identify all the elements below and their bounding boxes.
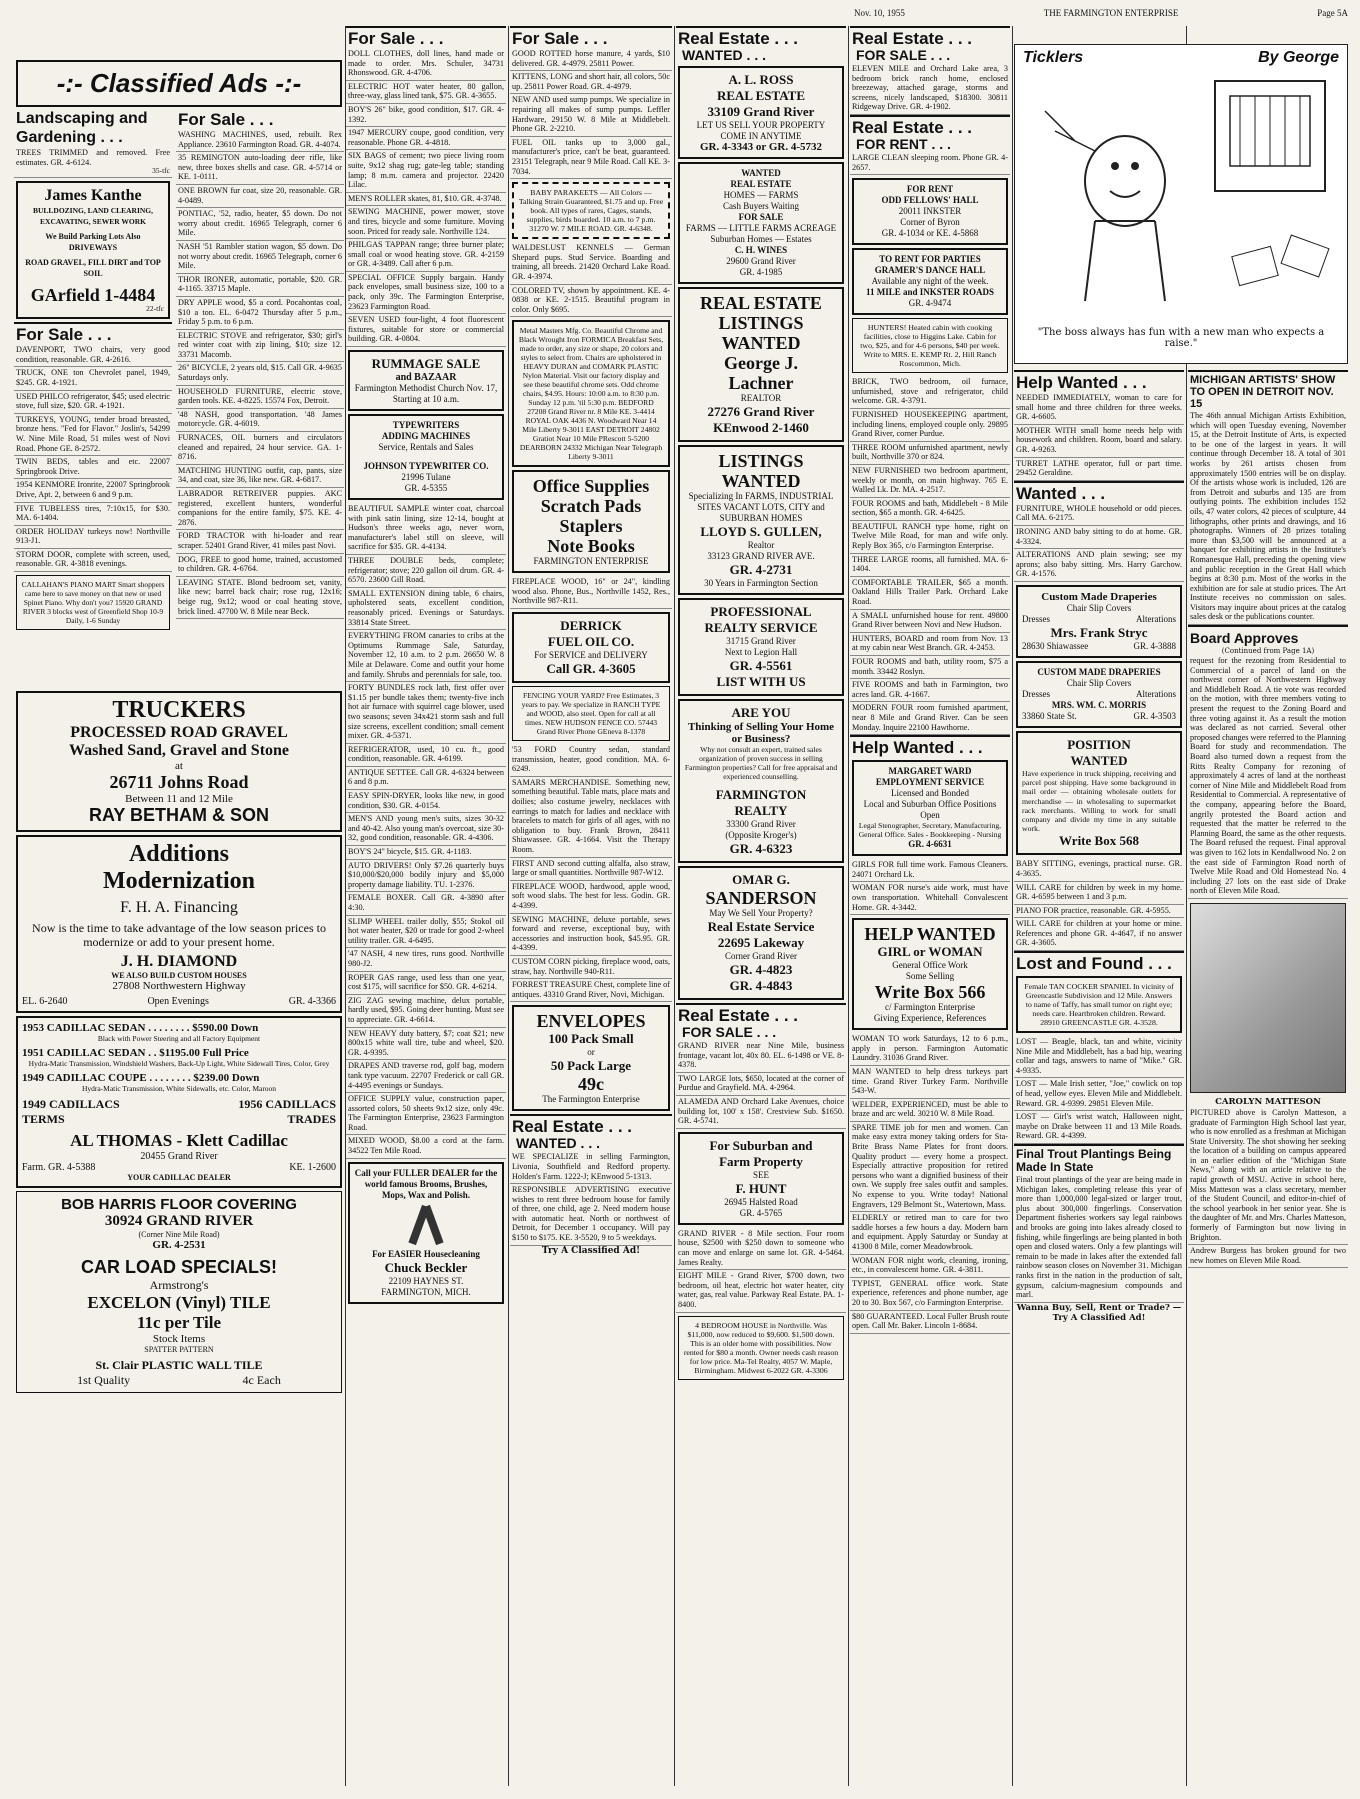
odd-fellows-ad: FOR RENT ODD FELLOWS' HALL 20011 INKSTER Corner of Byron GR. 4-1034 or KE. 4-5868 [852,178,1008,245]
classified-ad: WALDESLUST KENNELS — German Shepard pups. Stud Service. Boarding and training, all breeds. 21420 Orchard Lake Road. GR. 4-3974. [510,242,672,284]
classified-ad: IRONING AND baby sitting to do at home. GR. 4-3324. [1014,526,1184,549]
artists-article: The 46th annual Michigan Artists Exhibition, which will open Tuesday evening, November 15, at the Detroit Institute of Arts, is expected to be one of the largest in years. It will continue through December 18. A total of 301 works by 261 artists chosen from approximately 1500 entries will be on display. Of the artists whose work is included, 126 are from Detroit and suburbs and 135 are from outlying points. The exhibition includes 152 oils, 47 water colors, 42 pieces of sculpture, 44 lithographs, other prints and drawings, and 16 photographs. Winners of 28 prizes totaling more than $3,500 will be announced at a banquet for exhibiting artists in the Institute's Romanesque Hall, preceding the opening view and public reception in the Great Hall which begins at 8:30 p.m. Most of the works in the exhibition are for sale at studio prices. The Art Institute receives no commission on sales. Visitors may inquire about prices at the catalog sales desk or the publications counter. [1188,410,1348,625]
hunt-ad: For Suburban and Farm Property SEE F. HUNT 26945 Halsted Road GR. 4-5765 [678,1132,844,1225]
real-estate-header: Real Estate . . . [850,26,1010,48]
classified-ad: GRAND RIVER near Nine Mile, business frontage, vacant lot, 40x 80. EL. 6-1498 or VE. 8-4378. [676,1040,846,1073]
classified-ad: FURNITURE, WHOLE household or odd pieces. Call MA. 6-2175. [1014,503,1184,526]
kanthe-ad: James Kanthe BULLDOZING, LAND CLEARING, EXCAVATING, SEWER WORK We Build Parking Lots Also DRIVEWAYS ROAD GRAVEL, FILL DIRT and TOP SOIL GArfield 1-4484 22-tfc [16,181,170,319]
for-sale-header: For Sale . . . [14,322,172,344]
ross-ad: A. L. ROSS REAL ESTATE 33109 Grand River LET US SELL YOUR PROPERTY COME IN ANYTIME GR. 4-3343 or GR. 4-5732 [678,66,844,159]
classified-ad: LOST — Girl's wrist watch, Halloween night, maybe on Drake between 11 and 13 Mile Roads. Reward. GR. 4-4399. [1014,1111,1184,1144]
bedroom-house-ad: 4 BEDROOM HOUSE in Northville. Was $11,000, now reduced to $9,600. $1,500 down. This is an older home with possibilities. Now rented for $80 a month. Owner needs cash reason for low price. Ma-Tel Realty, 4057 W. Maple, Birmingham. Midwest 6-2022 GR. 4-3306 [678,1316,844,1380]
classified-ad: SPECIAL OFFICE Supply bargain. Handy pack envelopes, small business size, 100 to a pack, only 39c. The Farmington Enterprise, 23623 Farmington Road. [346,272,506,314]
margaret-ward-ad: MARGARET WARD EMPLOYMENT SERVICE Licensed and Bonded Local and Suburban Office Positions Open Legal Stenographer, Secretary, Manufacturing, General Office. Sales - Bookkeeping - Nursing GR. 4-6631 [852,760,1008,856]
classified-ad: LOST — Male Irish setter, "Joe," cowlick on top of head, yellow eyes. Eleven Mile and Middlebelt. Reward. GR. 4-9399. 29851 Eleven Mile. [1014,1078,1184,1111]
real-estate-subheader: WANTED . . . [682,47,766,63]
parakeets-ad: BABY PARAKEETS — All Colors — Talking Strain Guaranteed, $1.75 and up. Free book. All types of rares, Cages, stands, supplies, birds boarded. 10 a.m. to 7 p.m. 31270 W. 7 MILE ROAD. GR. 4-6348. [512,182,670,239]
board-headline: Board Approves [1188,625,1348,647]
classified-ad: LABRADOR RETREIVER puppies. AKC registered, excellent hunters, wonderful companions for the entire family, $75. KE. 4-2876. [176,488,344,530]
for-sale-header: For Sale . . . [346,26,506,48]
classified-ad: SMALL EXTENSION dining table, 6 chairs, upholstered seats, excellent condition, reasonably priced. Evenings or Saturdays. 33814 State Street. [346,588,506,630]
classified-ad: STORM DOOR, complete with screen, used, reasonable. GR. 4-3818 evenings. [14,549,172,572]
masthead-date: Nov. 10, 1955 [854,8,905,18]
cartoon-byline: By George [1258,49,1339,66]
classified-ad: BRICK, TWO bedroom, oil furnace, unfurnished, stove and refrigerator, child welcome. GR. 4-3791. [850,376,1010,409]
real-estate-subheader: FOR RENT . . . [856,135,951,152]
bob-harris-ad: BOB HARRIS FLOOR COVERING 30924 GRAND RIVER (Corner Nine Mile Road) GR. 4-2531 CAR LOAD SPECIALS! Armstrong's EXCELON (Vinyl) TILE 11c per Tile Stock Items SPATTER PATTERN St. Clair PLASTIC WALL TILE 1st Quality 4c Each [16,1191,342,1393]
column-rule [674,26,675,1786]
classified-ad: HOUSEHOLD FURNITURE, electric stove, garden tools. KE. 4-8225. 15574 Fox, Detroit. [176,386,344,409]
classified-ad: COMFORTABLE TRAILER, $65 a month. Oakland Hills Trailer Park. Orchard Lake Road. [850,577,1010,610]
real-estate-header: Real Estate . . . [850,115,1010,137]
classified-ad: NASH '51 Rambler station wagon, $5 down. Do not worry about credit. 16965 Telegraph, corner 6 Mile. [176,241,344,274]
column-rule [508,26,509,1786]
classified-ad: FIRST AND second cutting alfalfa, also straw, large or small quantities. Northville 987-W12. [510,858,672,881]
classified-ad: TURRET LATHE operator, full or part time. 29452 Geraldine. [1014,458,1184,481]
help-wanted-header: Help Wanted . . . [850,735,1010,757]
spaniel-ad: Female TAN COCKER SPANIEL In vicinity of Greencastle Subdivision and 12 Mile. Answers to name of Taffy, has small tumor on right eye; needs care. Heartbroken children. Reward. 28910 GREENCASTLE GR. 4-3528. [1016,976,1182,1033]
classified-ad: GIRLS FOR full time work. Famous Cleaners. 24071 Orchard Lk. [850,859,1010,882]
real-estate-subheader: WANTED . . . [516,1135,600,1152]
classified-ad: DOLL CLOTHES, doll lines, hand made or made to order. Mrs. Schuler, 34731 Rhonswood. GR. 4-4706. [346,48,506,81]
classified-ad: 35 REMINGTON auto-loading deer rifle, like new, three boxes shells and case. GR. 4-5714 or KE. 1-0111. [176,152,344,185]
classified-ad: TYPIST, GENERAL office work. State experience, references and phone number, age 20 to 30. Box 567, c/o Farmington Enterprise. [850,1278,1010,1311]
carolyn-matteson-photo [1190,903,1346,1093]
derrick-fuel-ad: DERRICK FUEL OIL CO. For SERVICE and DELIVERY Call GR. 4-3605 [512,612,670,683]
classified-ad: FUEL OIL tanks up to 3,000 gal., manufacturer's price, can't be beat, guaranteed. 23151 Telegraph, near 9 Mile Road. Call KE. 3-7034. [510,137,672,179]
column-5 [850,26,1010,1796]
board-article: request for the rezoning from Residential to Commercial of a parcel of land on the northwest corner of Northwestern Highway and Middlebelt Road. A tie vote was recorded on the motion, with three members voting to present the request to the Zoning Board and three voting against it. As a result the motion was declared as not carried. Several other proposed changes were referred to the Planning Board for study and recommendation. The Board also turned down a request from the Ritts Realty Company for rezoning of approximately 4 acres of land at the northeast corner of Nine Mile and Middlebelt Road from Residential to Commercial. A representative of the company, appearing before the Board, angrily protested the Board action and requested that the matter be referred to the Planning Board, the same as the other requests. The Board refused the request. Final approval was given to 162 lots in Kendallwood No. 2 on the east side of Farmington Road north of Twelve Mile Road and Old Homestead No. 4 including 27 lots on the east side of Drake north of Eleven Mile Road. [1188,655,1348,899]
classified-ad: SIX BAGS of cement; two piece living room suite, 9x12 shag rug; gate-leg table; standing lamp; 8 m.m. camera and projector. 22420 Lilac. [346,150,506,192]
wanna-buy: Wanna Buy, Sell, Rent or Trade? — Try A Classified Ad! [1016,1302,1182,1323]
classified-ad: LEAVING STATE. Blond bedroom set, vanity, like new; barrel back chair; rose rug, 12x16; beige rug, 9x12; wood or coal heating stove, brick lined. 47700 W. 8 Mile near Beck. [176,577,344,619]
classified-ad: THOR IRONER, automatic, portable, $20. GR. 4-1165. 33715 Maple. [176,274,344,297]
sanderson-ad: OMAR G. SANDERSON May We Sell Your Property? Real Estate Service 22695 Lakeway Corner Grand River GR. 4-4823 GR. 4-4843 [678,866,844,1000]
classified-ad: ONE BROWN fur coat, size 20, reasonable. GR. 4-0489. [176,185,344,208]
landscaping-header: Landscaping and Gardening . . . [16,110,148,146]
classified-ad: PONTIAC, '52, radio, heater, $5 down. Do not worry about credit. 16965 Telegraph, corner 6 Mile. [176,208,344,241]
classified-ad: '48 NASH, good transportation. '48 James motorcycle. GR. 4-6019. [176,409,344,432]
for-sale-header: For Sale . . . [178,110,274,129]
classified-ad: PIANO FOR practice, reasonable. GR. 4-5955. [1014,905,1184,919]
classified-ad: ANTIQUE SETTEE. Call GR. 4-6324 between 6 and 8 p.m. [346,767,506,790]
classified-ad: ELECTRIC HOT water heater, 80 gallon, three-way, glass lined tank, $75. GR. 4-3655. [346,81,506,104]
real-estate-subheader: FOR SALE . . . [856,47,951,63]
classified-ad: EIGHT MILE - Grand River, $700 down, two bedroom, oil heat, electric hot water heater, city water, gas, real value. Parkway Real Estate. PA. 1-8400. [676,1270,846,1312]
metal-masters-ad: Metal Masters Mfg. Co. Beautiful Chrome and Black Wrought Iron FORMICA Breakfast Sets, made to order, any size or shape, 20 colors and styles to select from. Chairs are upholstered in HEAVY DURAN and COMARK PLASTIC Nylon Material. Visit our factory display and see these beautiful chrome sets. Odd chrome chairs, $4.95. Hours: 10:00 a.m. to 8:30 p.m. Sunday 12 p.m. 'til 5:30 p.m. BEDFORD 27208 Grand River nr. 8 Mile KE. 3-4414 ROYAL OAK 4436 N. Woodward Near 14 Mile Liberty 9-3011 EAST DETROIT 24802 Gratiot Near 10 Mile PRescott 5-5200 DEARBORN 24332 Michigan Near Telegraph Liberty 9-3011 [512,320,670,467]
classified-ad: 1954 KENMORE Ironrite, 22007 Springbrook Drive, Apt. 2, between 6 and 9 p.m. [14,479,172,502]
masthead-page: Page 5A [1317,8,1348,18]
classified-ad: ELECTRIC STOVE and refrigerator, $30; girl's red winter coat with zip lining, $10; size 12. 33731 Macomb. [176,330,344,363]
classified-ad: FORD TRACTOR with hi-loader and rear scraper. 52401 Grand River, 41 miles past Novi. [176,530,344,553]
classified-ad: RESPONSIBLE ADVERTISING executive wishes to rent three bedroom house for family of three, one child, age 2. Need modern house with automatic heat. North or northwest of Detroit, for December 1 occupancy. Will pay $150 to $175. KE. 3-5520, 9 to 5 weekdays. [510,1184,672,1246]
cartoon-drawing [1015,71,1348,321]
masthead [854,8,1348,24]
col1-left-sub [14,109,172,689]
trout-headline: Final Trout Plantings Being Made In State [1014,1144,1184,1174]
classified-ad: WILL CARE for children by week in my home. GR. 4-6595 between 1 and 3 p.m. [1014,882,1184,905]
classified-ad: BOY'S 26" bike, good condition, $17. GR. 4-1392. [346,104,506,127]
ticklers-cartoon [1014,44,1348,364]
classified-ad: SLIMP WHEEL trailer dolly, $55; Stokol oil hot water heater, $20 or trade for good 2-wheel utility trailer. GR. 4-6495. [346,916,506,949]
classified-ad: A SMALL unfurnished house for rent. 49800 Grand River between Novi and New Hudson. [850,610,1010,633]
classified-ad: $80 GUARANTEED. Local Fuller Brush route open. Call Mr. Baker. Lincoln 1-8684. [850,1311,1010,1334]
classified-ad: MATCHING HUNTING outfit, cap, pants, size 34, and coat, size 36, like new. GR. 4-6817. [176,465,344,488]
classified-ad: LARGE CLEAN sleeping room. Phone GR. 4-2657. [850,152,1010,175]
classified-ad: USED PHILCO refrigerator, $45; used electric stove, full size, $20. GR. 4-1921. [14,391,172,414]
stryc-drapery-ad: Custom Made Draperies Chair Slip Covers Dresses Alterations Mrs. Frank Stryc 28630 Shiawassee GR. 4-3888 [1016,585,1182,658]
classified-ad: CUSTOM CORN picking, fireplace wood, oats, straw, hay. Northville 940-R11. [510,956,672,979]
classified-ad: WOMAN TO work Saturdays, 12 to 6 p.m., apply in person. Farmington Automatic Laundry. 31036 Grand River. [850,1033,1010,1066]
classified-title: -:- Classified Ads -:- [16,60,342,107]
help-wanted-box-ad: HELP WANTED GIRL or WOMAN General Office Work Some Selling Write Box 566 c/ Farmington Enterprise Giving Experience, References [852,918,1008,1030]
cartoon-caption: "The boss always has fun with a new man who expects a raise." [1037,327,1325,349]
real-estate-subheader: FOR SALE . . . [682,1024,777,1040]
classified-ad: ELEVEN MILE and Orchard Lake area, 3 bedroom brick ranch home, enclosed breezeway, attached garage, storms and screens, nicely landscaped, $18300. 30811 Ridgeway Drive. GR. 4-1902. [850,63,1010,115]
johnson-typewriter-ad: TYPEWRITERS ADDING MACHINES Service, Rentals and Sales JOHNSON TYPEWRITER CO. 21996 Tulane GR. 4-5355 [348,414,504,500]
cartoon-title: Ticklers [1023,49,1084,66]
classified-ad: TWO LARGE lots, $650, located at the corner of Purdue and Grayfield. MA. 4-2964. [676,1073,846,1096]
classified-ad: FOUR ROOMS and bath, Middlebelt - 8 Mile section, $65 a month. GR. 4-6425. [850,498,1010,521]
classified-ad: MIXED WOOD, $8.00 a cord at the farm. 34522 Ten Mile Road. [346,1135,506,1158]
classified-ad: NEW FURNISHED two bedroom apartment, weekly or month, on main highway. 765 E. Walled Lk. Dr. MA. 4-2517. [850,465,1010,498]
newspaper-page [14,8,1348,1793]
broom-icon [354,1205,498,1245]
fuller-brush-ad: Call your FULLER DEALER for the world famous Brooms, Brushes, Mops, Wax and Polish. For EASIER Housecleaning Chuck Beckler 22109 HAYNES ST. FARMINGTON, MICH. [348,1162,504,1304]
classified-ad: SEWING MACHINE, deluxe portable, sews forward and reverse, exceptional buy, with accessories and instruction book, $45.95. GR. 4-4399. [510,914,672,956]
are-you-ad: ARE YOU Thinking of Selling Your Home or Business? Why not consult an expert, trained sales organization of proven success in selling Farmington properties? Call for free appraisal and experienced counselling. FARMINGTON REALTY 33300 Grand River (Opposite Kroger's) GR. 4-6323 [678,699,844,863]
classified-ad: FORREST TREASURE Chest, complete line of antiques. 43310 Grand River, Novi, Michigan. [510,979,672,1002]
classified-ad: FORTY BUNDLES rock lath, first offer over $1.15 per bundle takes them; twenty-five inch hot air furnace with squirrel cage blower, used two seasons; seven 34x421 storm sash and full size screens, excellent condition; small cement mixer. GR. 4-5371. [346,682,506,744]
classified-ad: MAN WANTED to help dress turkeys part time. Grand River Turkey Farm. Northville 543-W. [850,1066,1010,1099]
wines-ad: WANTED REAL ESTATE HOMES — FARMS Cash Buyers Waiting FOR SALE FARMS — LITTLE FARMS ACREAGE Suburban Homes — Estates C. H. WINES 29600 Grand River GR. 4-1985 [678,162,844,284]
classified-ad: DRAPES AND traverse rod, golf bag, modern tank type vacuum. 22707 Frederick or call GR. 4-4495 evenings or Sundays. [346,1060,506,1093]
classified-ad: DAVENPORT, TWO chairs, very good condition, reasonable. GR. 4-2616. [14,344,172,367]
lachner-ad: REAL ESTATE LISTINGS WANTED George J. Lachner REALTOR 27276 Grand River KEnwood 2-1460 [678,287,844,442]
col1-right-sub [176,109,344,689]
classified-ad: TREES TRIMMED and removed. Free estimates. GR. 4-6124. 35-tfc [14,147,172,178]
classified-ad: EVERYTHING FROM canaries to cribs at the Optimums Rummage Sale, Saturday, November 12, 10 a.m. to 2 p.m. 26650 W. 8 Mile at Delaware. Come and outfit your home and family. Shrubs and perennials for sale, too. [346,630,506,682]
classified-ad: HUNTERS, BOARD and room from Nov. 13 at my cabin near West Branch. GR. 4-2453. [850,633,1010,656]
column-2 [346,26,506,1796]
classified-ad: TWIN BEDS, tables and etc. 22007 Springbrook Drive. [14,456,172,479]
gullen-ad: LISTINGS WANTED Specializing In FARMS, INDUSTRIAL SITES VACANT LOTS, CITY and SUBURBAN HOMES LLOYD S. GULLEN, Realtor 33123 GRAND RIVER AVE. GR. 4-2731 30 Years in Farmington Section [678,445,844,595]
additions-ad: Additions Modernization F. H. A. Financing Now is the time to take advantage of the low season prices to modernize or add to your present home. J. H. DIAMOND WE ALSO BUILD CUSTOM HOUSES 27808 Northwestern Highway EL. 6-2640 Open Evenings GR. 4-3366 [16,835,342,1013]
classified-ad: NEW HEAVY duty battery, $7; coat $21; new 800x15 white wall tire, tube and wheel, $20. GR. 4-9395. [346,1028,506,1061]
photo-caption-name: CAROLYN MATTESON [1215,1096,1321,1107]
hunters-cabin-ad: HUNTERS! Heated cabin with cooking facilities, close to Higgins Lake. Cabin for two, $25, and for 4-6 persons, $40 per week. Write to MRS. E. KEMP Rt. 2, Hill Ranch Roscommon, Mich. [852,318,1008,373]
classified-ad: BEAUTIFUL SAMPLE winter coat, charcoal with pink satin lining, size 12-14, bought at Hudson's three weeks ago, never worn, manufacturer's label still on sleeve, will sacrifice for $35. GR. 4-4134. [346,503,506,555]
column-rule [1012,26,1013,1786]
classified-ad: WELDER, EXPERIENCED, must be able to braze and arc weld. 30210 W. 8 Mile Road. [850,1099,1010,1122]
classified-ad: SEWING MACHINE, power mower, stove and tires, bicycle and some furniture. Moving soon. Priced for ready sale. Northville 124. [346,206,506,239]
classified-ad: TURKEYS, YOUNG, tender broad breasted, bronze hens. "Fed for Flavor." Joslin's, 54299 W. Nine Mile Road, 51 miles west of Novi Road. Phone GE. 8-2572. [14,414,172,456]
real-estate-header: Real Estate . . . [676,1003,846,1025]
wanted-header: Wanted . . . [1014,481,1184,503]
classified-ad: MEN'S AND young men's suits, sizes 30-32 and 40-42. Also young man's overcoat, size 30-32, good condition, reasonable. GR. 4-4306. [346,813,506,846]
trout-article: Final trout plantings of the year are being made in Michigan lakes, completing release this year of more than 1,000,000 legal-sized or larger trout, plus about 300,000 fingerlings. Conservation Department fisheries workers say legal rainbows and brooks are going into lakes already closed to fishing, while fingerlings are being planted in both open and closed waters. Only a few plantings will remain to be made in lakes after the extended fall rainbow season closes on November 31. Michigan ranks first in the nation in the production of salt, gypsum, calcium-magnesium compounds and marl. [1014,1174,1184,1303]
classified-ad: OFFICE SUPPLY value, construction paper, assorted colors, 50 sheets 9x12 size, only 49c. The Farmington Enterprise, 23623 Farmington Road. [346,1093,506,1135]
classified-ad: DOG, FREE to good home, trained, accustomed to children. GR. 4-6764. [176,554,344,577]
truckers-ad: TRUCKERS PROCESSED ROAD GRAVEL Washed Sand, Gravel and Stone at 26711 Johns Road Between 11 and 12 Mile RAY BETHAM & SON [16,691,342,832]
classified-ad: MODERN FOUR room furnished apartment, near 8 Mile and Grand River. Can be seen Monday. Inquire 22100 Hawthorne. [850,702,1010,735]
classified-ad: THREE ROOM unfurnished apartment, newly built, Northville 370 or 824. [850,442,1010,465]
classified-ad: FIREPLACE WOOD, hardwood, apple wood, soft wood slabs. The best for less. Godin. GR. 4-4399. [510,881,672,914]
classified-ad: FIREPLACE WOOD, 16" or 24", kindling wood also. Phone, Bus., Northville 1452, Res., Northville 987-R11. [510,576,672,609]
column-1 [14,26,344,1796]
classified-ad: GRAND RIVER - 8 Mile section. Four room house, $2500 with $250 down to someone who can move and enlarge on same lot. GR. 4-5464. James Realty. [676,1228,846,1270]
position-wanted-ad: POSITION WANTED Have experience in truck shipping, receiving and parcel post shipping. Have some background in mail order — obtaining wholesale outlets for merchandise — in wholesaling to supermarket rack merchants. Willing to work for small company and divide my time in any suitable work. Write Box 568 [1016,731,1182,855]
professional-realty-ad: PROFESSIONAL REALTY SERVICE 31715 Grand River Next to Legion Hall GR. 4-5561 LIST WITH US [678,598,844,696]
classified-ad: BEAUTIFUL RANCH type home, right on Twelve Mile Road, for man and wife only. Reply Box 365, c/o Farmington Enterprise. [850,521,1010,554]
classified-ad: ELDERLY or retired man to care for two saddle horses a few hours a day. Modern barn and equipment. Apply Saturday or Sunday at 41300 8 Mile, corner Meadowbrook. [850,1212,1010,1254]
classified-ad: FURNACES, OIL burners and circulators cleaned and repaired, 24 hour service. GA. 1-8716. [176,432,344,465]
classified-ad: FURNISHED HOUSEKEEPING apartment, including linens, employed couple only. 29895 Grand River, corner Purdue. [850,409,1010,442]
classified-ad: PHILGAS TAPPAN range; three burner plate; small coal or wood heating stove. GR. 4-2159 or GR. 4-3489. Call after 6 p.m. [346,239,506,272]
classified-ad: FOUR ROOMS and bath, utility room, $75 a month. 33442 Roslyn. [850,656,1010,679]
burgess-item: Andrew Burgess has broken ground for two new homes on Eleven Mile Road. [1188,1245,1348,1268]
callahan-ad: CALLAHAN'S PIANO MART Smart shoppers came here to save money on that new or used Spinet Piano. Why don't you? 15920 GRAND RIVER 3 blocks west of Greenfield Shop 10-9 Daily, 1-6 Sunday [16,575,170,630]
classified-ad: '47 NASH, 4 new tires, runs good. Northville 980-J2. [346,948,506,971]
classified-ad: SEVEN USED four-light, 4 foot fluorescent fixtures, suitable for store or commercial building. GR. 4-0804. [346,314,506,347]
classified-ad: WILL CARE for children at your home or mine. References and phone GR. 4-4647, if no answer GR. 4-3605. [1014,918,1184,951]
classified-ad: NEW AND used sump pumps. We specialize in repairing all makes of sump pumps. Leffler Hardware, 29150 W. 8 Mile at Middlebelt. Phone GR. 2-2210. [510,94,672,136]
classified-ad: EASY SPIN-DRYER, looks like new, in good condition, $30. GR. 4-0154. [346,790,506,813]
classified-ad: ALAMEDA AND Orchard Lake Avenues, choice building lot, 100' x 158'. Crestview Sub. $1650. GR. 4-5741. [676,1096,846,1129]
fence-ad: FENCING YOUR YARD? Free Estimates, 3 years to pay. We specialize in RANCH TYPE and WOOD, also steel. Open for call at all times. NEW HUDSON FENCE CO. 57443 Grand River Phone GEneva 8-1378 [512,686,670,741]
classified-ad: WE SPECIALIZE in selling Farmington, Livonia, Southfield and Redford property. Holden's Farm. 1222-J; KEnwood 5-1313. [510,1151,672,1184]
classified-ad: NEEDED IMMEDIATELY, woman to care for small home and three children for three weeks. GR. 4-6605. [1014,392,1184,425]
classified-ad: DRY APPLE wood, $5 a cord. Pocahontas coal, $10 a ton. EL. 6-0472 Thursday after 5 p.m., Friday 5 p.m. to 6 p.m. [176,297,344,330]
classified-ad: MEN'S ROLLER skates, 81, $10. GR. 4-3748. [346,193,506,207]
classified-ad: SAMARS MERCHANDISE. Something new, something beautiful. Table mats, place mats and doilies; also costume jewelry, necklaces with earrings to match for ladies and necklace with bracelets to match for girls of all ages, with no obligation to buy. Frank Brown, 28411 Shiawassee. GR. 4-1664. Visit the Therapy Room. [510,777,672,858]
artists-headline: MICHIGAN ARTISTS' SHOW TO OPEN IN DETROIT NOV. 15 [1188,370,1348,410]
classified-ad: COLORED TV, shown by appointment. KE. 4-0838 or KE. 2-1515. Beautiful program in color. Only $695. [510,285,672,318]
classified-ad: WASHING MACHINES, used, rebuilt. Rex Appliance. 23610 Farmington Road. GR. 4-4074. [176,129,344,152]
classified-ad: WOMAN FOR nurse's aide work, must have own transportation. Whitehall Convalescent Home. GR. 4-3442. [850,882,1010,915]
try-classified: Try A Classified Ad! [541,1245,641,1256]
for-sale-header: For Sale . . . [510,26,672,48]
classified-ad: THREE LARGE rooms, all furnished. MA. 6-1404. [850,554,1010,577]
classified-ad: LOST — Beagle, black, tan and white, vicinity Nine Mile and Middlebelt, has a bad hip, wearing collar and tags, answers to name of "Mike." GR. 4-9335. [1014,1036,1184,1078]
masthead-paper: THE FARMINGTON ENTERPRISE [1043,8,1179,18]
column-4 [676,26,846,1796]
classified-ad: FIVE ROOMS and bath in Farmington, two acres land. GR. 4-1667. [850,679,1010,702]
classified-ad: THREE DOUBLE beds, complete; refrigerator; stove; 220 gallon oil drum. GR. 4-6570. 23600 Gill Road. [346,555,506,588]
classified-ad: 1947 MERCURY coupe, good condition, very reasonable. Phone GR. 4-4818. [346,127,506,150]
classified-ad: ROPER GAS range, used less than one year, cost $175, will sacrifice for $50. GR. 4-6214. [346,972,506,995]
rummage-ad: RUMMAGE SALE and BAZAAR Farmington Methodist Church Nov. 17, Starting at 10 a.m. [348,350,504,411]
board-continued: (Continued from Page 1A) [1221,647,1315,656]
classified-ad: ORDER HOLIDAY turkeys now! Northville 913-J1. [14,526,172,549]
classified-ad: AUTO DRIVERS! Only $7.26 quarterly buys $10,000/$20,000 bodily injury and $5,000 property damage liability. TU. 1-2376. [346,860,506,893]
classified-ad: FIVE TUBELESS tires, 7:10x15, for $30. MA. 6-1404. [14,503,172,526]
help-wanted-header: Help Wanted . . . [1014,370,1184,392]
column-6 [1014,370,1184,1790]
classified-ad: GOOD ROTTED horse manure, 4 yards, $10 delivered. GR. 4-4979. 25811 Power. [510,48,672,71]
classified-ad: 26" BICYCLE, 2 years old, $15. Call GR. 4-9635 Saturdays only. [176,362,344,385]
lost-found-header: Lost and Found . . . [1014,951,1184,973]
column-7 [1188,370,1348,1790]
envelopes-ad: ENVELOPES 100 Pack Small or 50 Pack Large 49c The Farmington Enterprise [512,1005,670,1111]
classified-ad: BOY'S 24" bicycle, $15. GR. 4-1183. [346,846,506,860]
office-supplies-ad: Office Supplies Scratch Pads Staplers Note Books FARMINGTON ENTERPRISE [512,470,670,573]
classified-ad: TRUCK, ONE ton Chevrolet panel, 1949, $245. GR. 4-1921. [14,367,172,390]
classified-ad: FEMALE BOXER. Call GR. 4-3890 after 4:30. [346,892,506,915]
gramer-dance-hall-ad: TO RENT FOR PARTIES GRAMER'S DANCE HALL Available any night of the week. 11 MILE and INKSTER ROADS GR. 4-9474 [852,248,1008,315]
classified-ad: SPARE TIME job for men and women. Can make easy extra money taking orders for Sta-Brite Brass Name Plates for front doors. Quality product — every home a prospect. Especially attractive proposition for retired persons who want a dignified business of their own. We supply free sales outfit and samples. No expense to you. Write today! National Engravers, 129 Belmont St., Watertown, Mass. [850,1122,1010,1212]
classified-ad: '53 FORD Country sedan, standard transmission, heater, good condition. MA. 6-6249. [510,744,672,777]
real-estate-header: Real Estate . . . [510,1114,672,1136]
classified-ad: BABY SITTING, evenings, practical nurse. GR. 4-3635. [1014,858,1184,881]
classified-ad: ZIG ZAG sewing machine, delux portable, hardly used, $95. Going deer hunting. Must see to appreciate. GR. 4-6614. [346,995,506,1028]
column-3 [510,26,672,1796]
classified-ad: MOTHER WITH small home needs help with housework and children. Room, board and salary. GR. 4-9263. [1014,425,1184,458]
classified-ad: ALTERATIONS AND plain sewing; see my aprons; also baby sitting. Mrs. Harry Garchow. GR. 4-1576. [1014,549,1184,582]
morris-drapery-ad: CUSTOM MADE DRAPERIES Chair Slip Covers Dresses Alterations MRS. WM. C. MORRIS 33860 State St. GR. 4-3503 [1016,661,1182,728]
real-estate-header: Real Estate . . . [676,26,846,48]
photo-caption: PICTURED above is Carolyn Matteson, a graduate of Farmington High School last year, who is now enrolled as a freshman at Michigan State University. The shot showing her seeking the location of a building on campus appeared in an earlier edition of the "Michigan State News," along with an article relative to the rapid growth of MSU. Active in school here, Miss Matteson was a class secretary, member of the Student Council, and editor-in-chief of the school yearbook in her senior year. She is the daughter of Mr. and Mrs. Charles Matteson, formerly of Farmington but now living in Brighton. [1188,1107,1348,1245]
classified-ad: KITTENS, LONG and short hair, all colors, 50c up. 25811 Power Road. GR. 4-4979. [510,71,672,94]
column-rule [848,26,849,1786]
cadillac-ad: 1953 CADILLAC SEDAN . . . . . . . . $590.00 Down Black with Power Steering and all Factory Equipment 1951 CADILLAC SEDAN . . $1195.00 Full Price Hydra-Matic Transmission, Windshield Washers, Back-Up Light, White Sidewall Tires, Color, Grey 1949 CADILLAC COUPE . . . . . . . . $239.00 Down Hydra-Matic Transmission, White Sidewalls, etc. Color, Maroon 1949 CADILLACS 1956 CADILLACS TERMS TRADES AL THOMAS - Klett Cadillac 20455 Grand River Farm. GR. 4-5388 KE. 1-2600 YOUR CADILLAC DEALER [16,1016,342,1188]
classified-ad: REFRIGERATOR, used, 10 cu. ft., good condition, reasonable. GR. 4-6199. [346,744,506,767]
classified-ad: WOMAN FOR night work, cleaning, ironing, etc., in convalescent home. GR. 4-3811. [850,1255,1010,1278]
